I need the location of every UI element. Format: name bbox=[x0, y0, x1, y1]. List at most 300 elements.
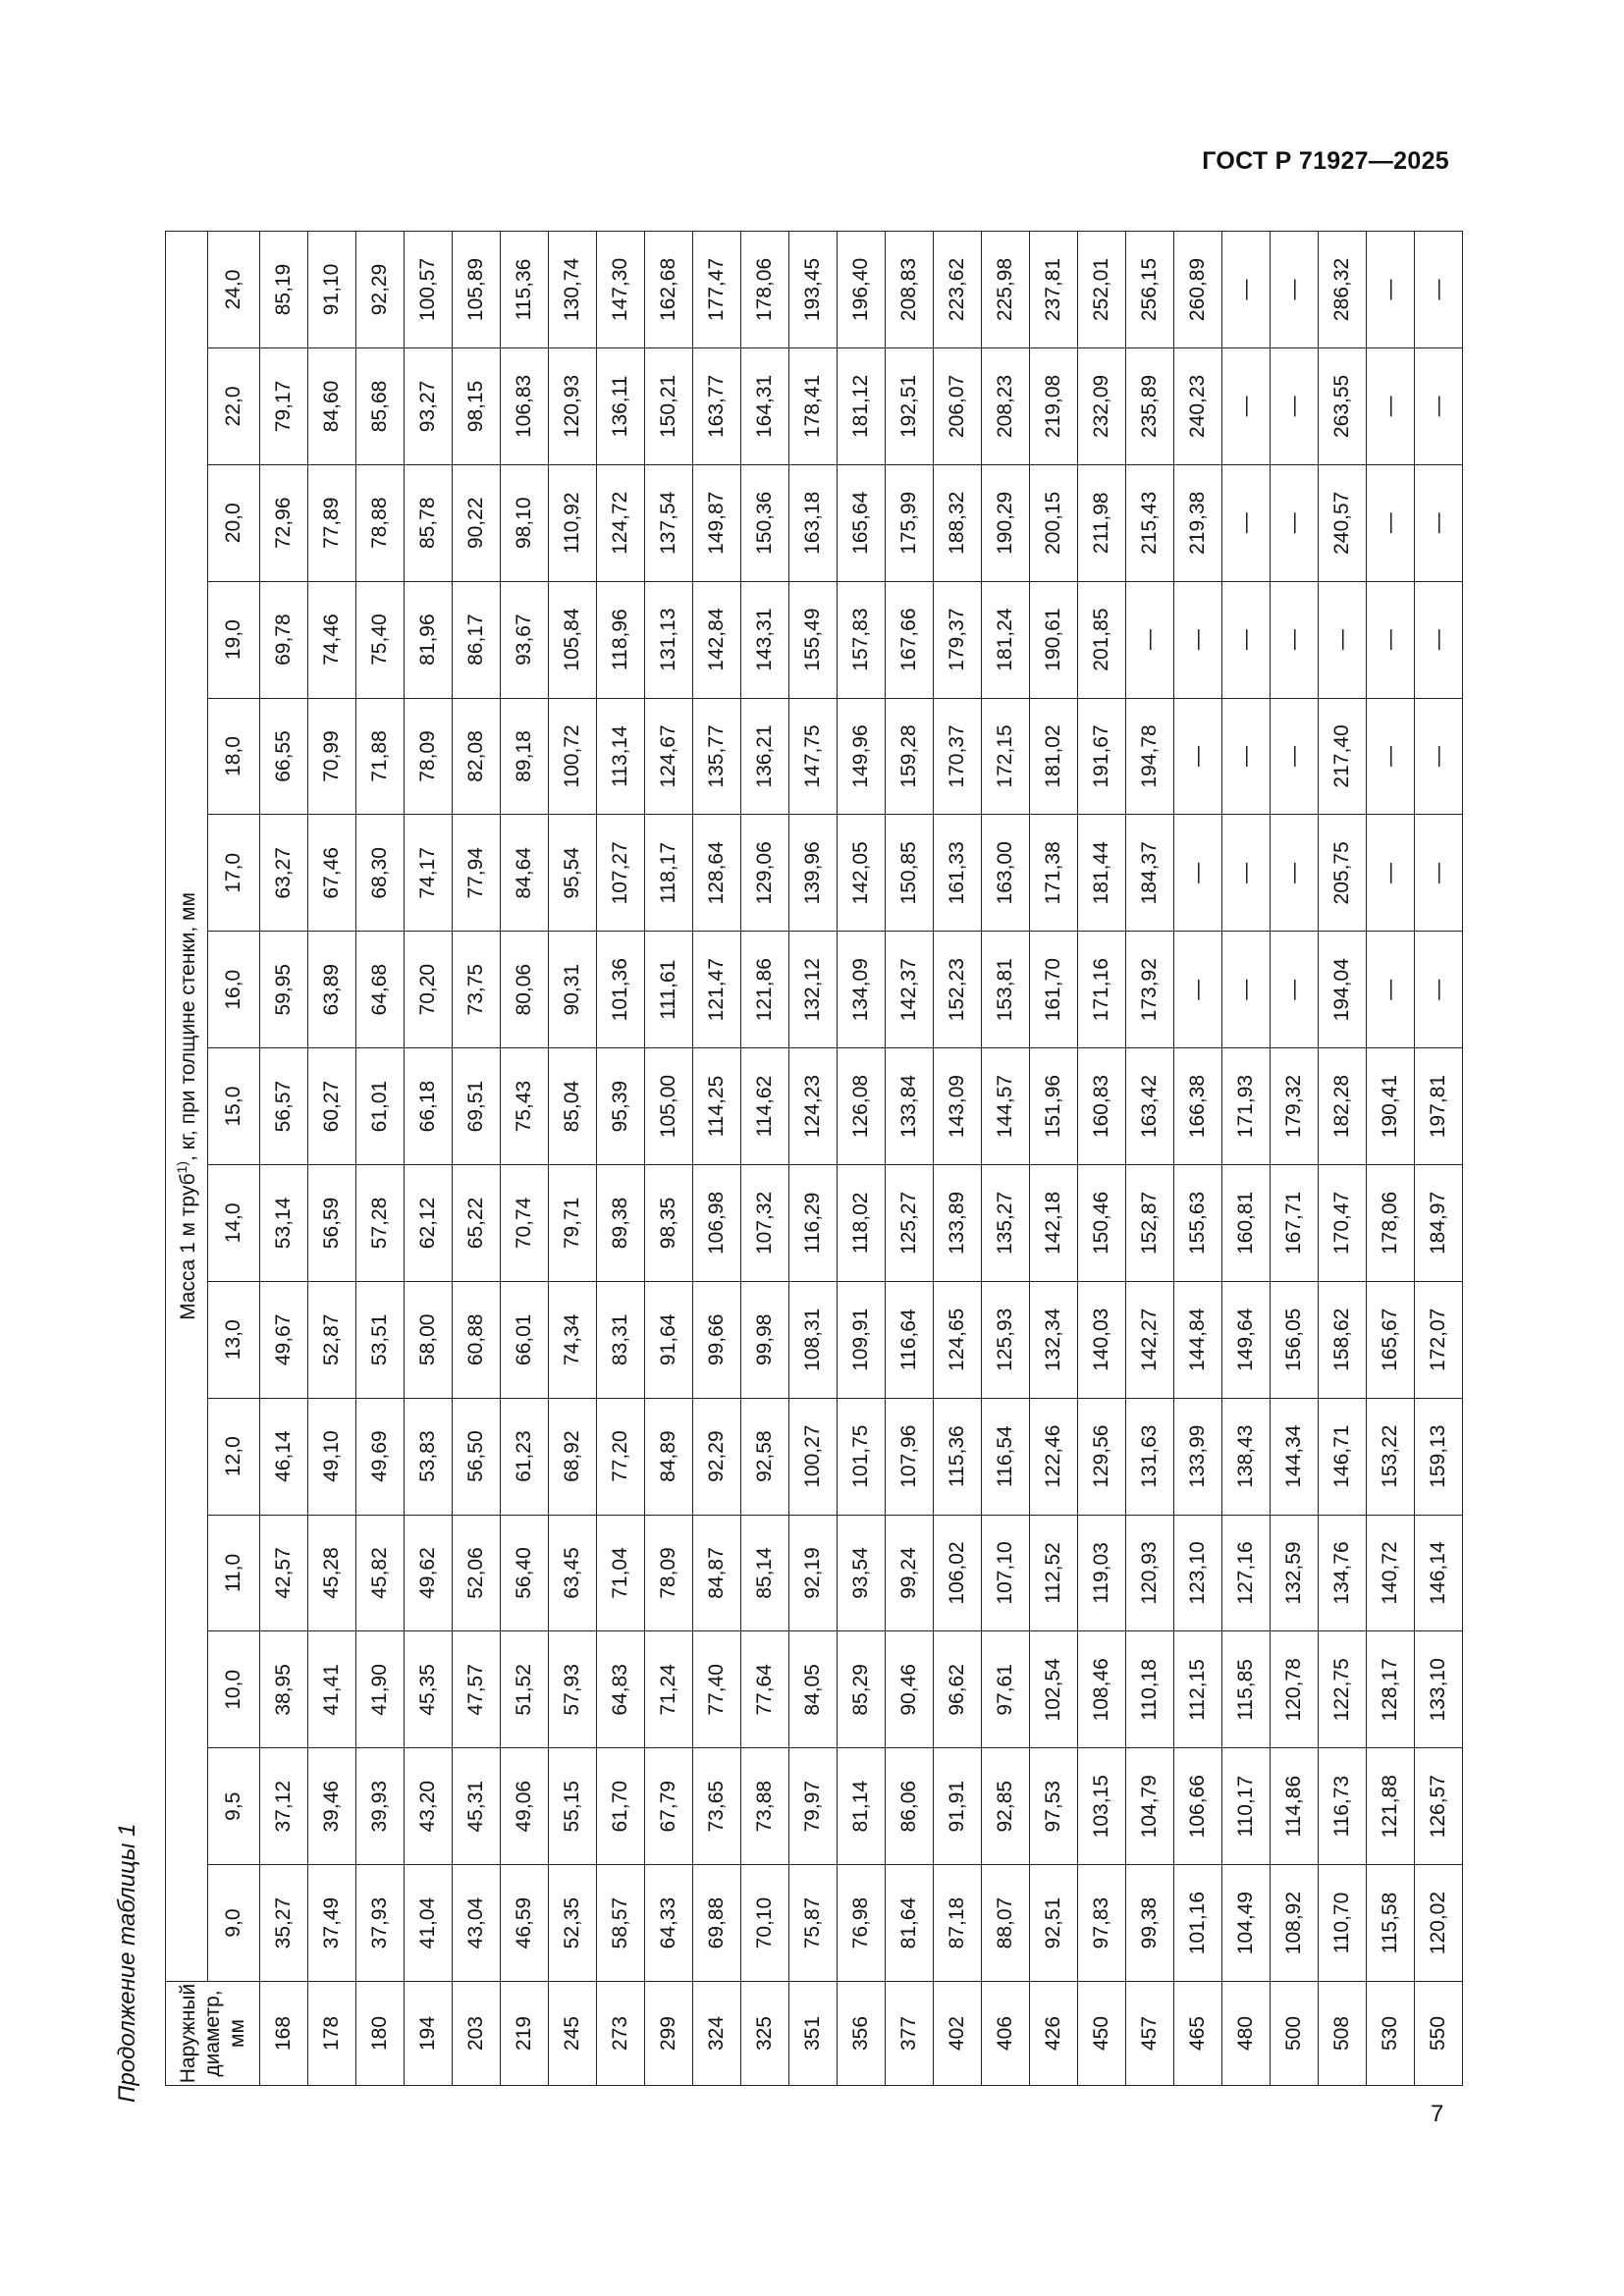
mass-cell: 93,27 bbox=[405, 347, 453, 464]
mass-cell: 142,84 bbox=[693, 581, 741, 698]
mass-cell: 60,27 bbox=[308, 1048, 356, 1165]
mass-cell: 114,86 bbox=[1271, 1748, 1319, 1865]
mass-cell: 43,20 bbox=[405, 1748, 453, 1865]
mass-cell: 118,17 bbox=[645, 815, 693, 932]
mass-cell: 78,09 bbox=[645, 1515, 693, 1631]
mass-cell: 163,42 bbox=[1126, 1048, 1174, 1165]
mass-cell: 150,36 bbox=[741, 464, 789, 581]
mass-cell: — bbox=[1271, 464, 1319, 581]
mass-cell: 70,99 bbox=[308, 698, 356, 815]
mass-cell: 172,07 bbox=[1415, 1281, 1463, 1398]
mass-cell: 92,58 bbox=[741, 1398, 789, 1515]
mass-cell: 92,29 bbox=[356, 232, 405, 348]
mass-cell: 173,92 bbox=[1126, 932, 1174, 1048]
thickness-header: 14,0 bbox=[208, 1164, 260, 1281]
mass-cell: 184,97 bbox=[1415, 1164, 1463, 1281]
mass-cell: 67,79 bbox=[645, 1748, 693, 1865]
mass-cell: 194,04 bbox=[1319, 932, 1367, 1048]
mass-cell: 104,49 bbox=[1222, 1865, 1271, 1982]
table-row bbox=[260, 232, 308, 2086]
mass-cell: 170,37 bbox=[934, 698, 982, 815]
mass-cell: — bbox=[1271, 347, 1319, 464]
mass-cell: 146,71 bbox=[1319, 1398, 1367, 1515]
mass-cell: 155,49 bbox=[789, 581, 838, 698]
mass-cell: 107,27 bbox=[597, 815, 645, 932]
mass-cell: 136,11 bbox=[597, 347, 645, 464]
mass-cell: 58,00 bbox=[405, 1281, 453, 1398]
mass-cell: — bbox=[1222, 347, 1271, 464]
mass-cell: 133,99 bbox=[1174, 1398, 1222, 1515]
mass-cell: 131,63 bbox=[1126, 1398, 1174, 1515]
mass-cell: — bbox=[1222, 581, 1271, 698]
mass-cell: 240,23 bbox=[1174, 347, 1222, 464]
mass-cell: — bbox=[1415, 347, 1463, 464]
mass-cell: 166,38 bbox=[1174, 1048, 1222, 1165]
mass-cell: 101,16 bbox=[1174, 1865, 1222, 1982]
mass-cell: 71,24 bbox=[645, 1631, 693, 1748]
mass-cell: 52,06 bbox=[453, 1515, 501, 1631]
mass-cell: 151,96 bbox=[1030, 1048, 1078, 1165]
mass-header-pre: Масса 1 м труб bbox=[176, 1173, 199, 1320]
mass-cell: 74,17 bbox=[405, 815, 453, 932]
mass-cell: 156,05 bbox=[1271, 1281, 1319, 1398]
mass-cell: 62,12 bbox=[405, 1164, 453, 1281]
mass-cell: 38,95 bbox=[260, 1631, 308, 1748]
mass-cell: 45,82 bbox=[356, 1515, 405, 1631]
mass-cell: 181,24 bbox=[982, 581, 1030, 698]
diameter-cell: 273 bbox=[597, 1982, 645, 2086]
mass-cell: 77,94 bbox=[453, 815, 501, 932]
mass-cell: 71,88 bbox=[356, 698, 405, 815]
mass-cell: 115,36 bbox=[934, 1398, 982, 1515]
mass-cell: 111,61 bbox=[645, 932, 693, 1048]
mass-cell: 135,77 bbox=[693, 698, 741, 815]
thickness-header: 20,0 bbox=[208, 464, 260, 581]
mass-cell: 98,10 bbox=[501, 464, 549, 581]
mass-cell: 128,64 bbox=[693, 815, 741, 932]
mass-cell: 124,72 bbox=[597, 464, 645, 581]
mass-cell: 84,60 bbox=[308, 347, 356, 464]
mass-cell: 157,83 bbox=[838, 581, 886, 698]
mass-cell: 59,95 bbox=[260, 932, 308, 1048]
mass-cell: — bbox=[1271, 232, 1319, 348]
thickness-header: 24,0 bbox=[208, 232, 260, 348]
footnote-ref: 1) bbox=[173, 1160, 189, 1174]
mass-cell: 171,93 bbox=[1222, 1048, 1271, 1165]
diameter-cell: 426 bbox=[1030, 1982, 1078, 2086]
mass-cell: 98,15 bbox=[453, 347, 501, 464]
mass-cell: 120,93 bbox=[1126, 1515, 1174, 1631]
mass-cell: — bbox=[1222, 815, 1271, 932]
diameter-cell: 178 bbox=[308, 1982, 356, 2086]
mass-cell: 58,57 bbox=[597, 1865, 645, 1982]
mass-cell: 49,69 bbox=[356, 1398, 405, 1515]
mass-cell: 124,65 bbox=[934, 1281, 982, 1398]
mass-cell: 45,35 bbox=[405, 1631, 453, 1748]
mass-cell: 188,32 bbox=[934, 464, 982, 581]
mass-cell: 108,31 bbox=[789, 1281, 838, 1398]
mass-cell: 86,17 bbox=[453, 581, 501, 698]
mass-cell: — bbox=[1174, 581, 1222, 698]
table-row bbox=[693, 232, 741, 2086]
table-row bbox=[838, 232, 886, 2086]
mass-cell: 171,16 bbox=[1078, 932, 1126, 1048]
table-row bbox=[1078, 232, 1126, 2086]
mass-cell: 170,47 bbox=[1319, 1164, 1367, 1281]
mass-cell: 164,31 bbox=[741, 347, 789, 464]
mass-cell: 147,30 bbox=[597, 232, 645, 348]
mass-cell: 49,06 bbox=[501, 1748, 549, 1865]
mass-cell: 77,40 bbox=[693, 1631, 741, 1748]
diameter-cell: 500 bbox=[1271, 1982, 1319, 2086]
mass-cell: 84,64 bbox=[501, 815, 549, 932]
diameter-cell: 377 bbox=[886, 1982, 934, 2086]
mass-cell: 99,66 bbox=[693, 1281, 741, 1398]
mass-cell: 95,54 bbox=[549, 815, 597, 932]
mass-cell: 110,92 bbox=[549, 464, 597, 581]
mass-cell: 64,83 bbox=[597, 1631, 645, 1748]
mass-cell: 196,40 bbox=[838, 232, 886, 348]
mass-cell: 53,14 bbox=[260, 1164, 308, 1281]
mass-cell: 85,04 bbox=[549, 1048, 597, 1165]
diameter-cell: 450 bbox=[1078, 1982, 1126, 2086]
mass-cell: — bbox=[1126, 581, 1174, 698]
diameter-cell: 325 bbox=[741, 1982, 789, 2086]
mass-cell: 181,44 bbox=[1078, 815, 1126, 932]
mass-cell: 260,89 bbox=[1174, 232, 1222, 348]
mass-cell: 132,59 bbox=[1271, 1515, 1319, 1631]
mass-cell: 190,61 bbox=[1030, 581, 1078, 698]
mass-cell: 194,78 bbox=[1126, 698, 1174, 815]
mass-cell: 70,74 bbox=[501, 1164, 549, 1281]
mass-cell: 68,92 bbox=[549, 1398, 597, 1515]
mass-cell: 182,28 bbox=[1319, 1048, 1367, 1165]
mass-cell: 252,01 bbox=[1078, 232, 1126, 348]
thickness-header: 19,0 bbox=[208, 581, 260, 698]
mass-cell: 118,02 bbox=[838, 1164, 886, 1281]
mass-cell: 114,62 bbox=[741, 1048, 789, 1165]
mass-cell: 142,05 bbox=[838, 815, 886, 932]
mass-cell: — bbox=[1174, 698, 1222, 815]
mass-cell: 102,54 bbox=[1030, 1631, 1078, 1748]
mass-cell: 130,74 bbox=[549, 232, 597, 348]
diameter-cell: 168 bbox=[260, 1982, 308, 2086]
mass-cell: 108,92 bbox=[1271, 1865, 1319, 1982]
mass-cell: 42,57 bbox=[260, 1515, 308, 1631]
mass-cell: 116,29 bbox=[789, 1164, 838, 1281]
mass-cell: 286,32 bbox=[1319, 232, 1367, 348]
mass-cell: 119,03 bbox=[1078, 1515, 1126, 1631]
mass-cell: 60,88 bbox=[453, 1281, 501, 1398]
table-continuation-caption: Продолжение таблицы 1 bbox=[114, 1823, 140, 2103]
diameter-cell: 356 bbox=[838, 1982, 886, 2086]
mass-cell: 84,89 bbox=[645, 1398, 693, 1515]
mass-cell: 37,93 bbox=[356, 1865, 405, 1982]
mass-cell: 110,70 bbox=[1319, 1865, 1367, 1982]
mass-cell: 67,46 bbox=[308, 815, 356, 932]
mass-cell: 100,57 bbox=[405, 232, 453, 348]
mass-cell: 215,43 bbox=[1126, 464, 1174, 581]
mass-cell: 46,14 bbox=[260, 1398, 308, 1515]
mass-cell: 139,96 bbox=[789, 815, 838, 932]
mass-cell: 167,66 bbox=[886, 581, 934, 698]
mass-cell: 179,37 bbox=[934, 581, 982, 698]
mass-cell: 56,50 bbox=[453, 1398, 501, 1515]
mass-cell: 115,85 bbox=[1222, 1631, 1271, 1748]
mass-cell: 93,54 bbox=[838, 1515, 886, 1631]
mass-cell: 69,51 bbox=[453, 1048, 501, 1165]
mass-cell: 49,62 bbox=[405, 1515, 453, 1631]
mass-cell: 134,09 bbox=[838, 932, 886, 1048]
mass-cell: — bbox=[1222, 932, 1271, 1048]
mass-cell: 83,31 bbox=[597, 1281, 645, 1398]
mass-cell: 149,64 bbox=[1222, 1281, 1271, 1398]
mass-cell: 77,89 bbox=[308, 464, 356, 581]
mass-cell: 91,64 bbox=[645, 1281, 693, 1398]
mass-cell: 223,62 bbox=[934, 232, 982, 348]
mass-cell: 163,77 bbox=[693, 347, 741, 464]
mass-cell: 64,68 bbox=[356, 932, 405, 1048]
mass-cell: 131,13 bbox=[645, 581, 693, 698]
mass-cell: 240,57 bbox=[1319, 464, 1367, 581]
mass-cell: — bbox=[1367, 464, 1415, 581]
mass-cell: 153,22 bbox=[1367, 1398, 1415, 1515]
mass-cell: 57,28 bbox=[356, 1164, 405, 1281]
mass-cell: 162,68 bbox=[645, 232, 693, 348]
mass-cell: 100,27 bbox=[789, 1398, 838, 1515]
mass-cell: 208,83 bbox=[886, 232, 934, 348]
mass-cell: — bbox=[1415, 581, 1463, 698]
thickness-header: 16,0 bbox=[208, 932, 260, 1048]
mass-cell: 99,24 bbox=[886, 1515, 934, 1631]
mass-cell: 181,12 bbox=[838, 347, 886, 464]
mass-cell: 193,45 bbox=[789, 232, 838, 348]
thickness-header: 22,0 bbox=[208, 347, 260, 464]
table-rotated-container bbox=[165, 231, 1449, 2086]
mass-cell: — bbox=[1271, 581, 1319, 698]
mass-cell: 124,23 bbox=[789, 1048, 838, 1165]
mass-cell: — bbox=[1367, 698, 1415, 815]
diameter-cell: 465 bbox=[1174, 1982, 1222, 2086]
diameter-cell: 180 bbox=[356, 1982, 405, 2086]
mass-cell: — bbox=[1415, 932, 1463, 1048]
mass-cell: 90,22 bbox=[453, 464, 501, 581]
mass-cell: 99,38 bbox=[1126, 1865, 1174, 1982]
diameter-column-header: Наружный диаметр, мм bbox=[166, 1982, 260, 2086]
mass-cell: 205,75 bbox=[1319, 815, 1367, 932]
mass-cell: 55,15 bbox=[549, 1748, 597, 1865]
mass-cell: 81,96 bbox=[405, 581, 453, 698]
mass-cell: 37,49 bbox=[308, 1865, 356, 1982]
mass-cell: 217,40 bbox=[1319, 698, 1367, 815]
mass-cell: 105,00 bbox=[645, 1048, 693, 1165]
mass-cell: 135,27 bbox=[982, 1164, 1030, 1281]
mass-cell: 74,46 bbox=[308, 581, 356, 698]
mass-cell: 70,10 bbox=[741, 1865, 789, 1982]
mass-cell: 74,34 bbox=[549, 1281, 597, 1398]
mass-cell: 153,81 bbox=[982, 932, 1030, 1048]
mass-cell: 85,19 bbox=[260, 232, 308, 348]
mass-cell: 71,04 bbox=[597, 1515, 645, 1631]
mass-cell: — bbox=[1319, 581, 1367, 698]
mass-cell: 146,14 bbox=[1415, 1515, 1463, 1631]
diameter-cell: 402 bbox=[934, 1982, 982, 2086]
diameter-cell: 530 bbox=[1367, 1982, 1415, 2086]
mass-cell: 172,15 bbox=[982, 698, 1030, 815]
mass-cell: 77,64 bbox=[741, 1631, 789, 1748]
diameter-cell: 194 bbox=[405, 1982, 453, 2086]
mass-cell: 160,81 bbox=[1222, 1164, 1271, 1281]
mass-cell: 73,65 bbox=[693, 1748, 741, 1865]
table-row bbox=[886, 232, 934, 2086]
mass-cell: 178,06 bbox=[741, 232, 789, 348]
mass-cell: — bbox=[1174, 932, 1222, 1048]
mass-cell: 98,35 bbox=[645, 1164, 693, 1281]
mass-cell: 149,87 bbox=[693, 464, 741, 581]
table-row bbox=[1222, 232, 1271, 2086]
mass-cell: 219,38 bbox=[1174, 464, 1222, 581]
mass-cell: 75,43 bbox=[501, 1048, 549, 1165]
mass-cell: 219,08 bbox=[1030, 347, 1078, 464]
mass-cell: — bbox=[1271, 698, 1319, 815]
mass-cell: 87,18 bbox=[934, 1865, 982, 1982]
diameter-cell: 245 bbox=[549, 1982, 597, 2086]
diameter-cell: 351 bbox=[789, 1982, 838, 2086]
mass-cell: 161,70 bbox=[1030, 932, 1078, 1048]
mass-cell: 89,18 bbox=[501, 698, 549, 815]
mass-cell: 124,67 bbox=[645, 698, 693, 815]
mass-cell: 208,23 bbox=[982, 347, 1030, 464]
thickness-header-row bbox=[208, 232, 260, 2086]
mass-cell: 46,59 bbox=[501, 1865, 549, 1982]
mass-cell: 165,64 bbox=[838, 464, 886, 581]
thickness-header: 18,0 bbox=[208, 698, 260, 815]
mass-cell: 93,67 bbox=[501, 581, 549, 698]
table-row bbox=[453, 232, 501, 2086]
table-row bbox=[1319, 232, 1367, 2086]
mass-cell: 132,34 bbox=[1030, 1281, 1078, 1398]
mass-cell: 101,75 bbox=[838, 1398, 886, 1515]
mass-cell: 175,99 bbox=[886, 464, 934, 581]
mass-cell: 85,14 bbox=[741, 1515, 789, 1631]
mass-cell: 144,34 bbox=[1271, 1398, 1319, 1515]
mass-cell: 110,17 bbox=[1222, 1748, 1271, 1865]
mass-cell: 49,10 bbox=[308, 1398, 356, 1515]
mass-cell: 121,88 bbox=[1367, 1748, 1415, 1865]
mass-cell: 147,75 bbox=[789, 698, 838, 815]
mass-cell: 97,53 bbox=[1030, 1748, 1078, 1865]
mass-cell: 45,28 bbox=[308, 1515, 356, 1631]
mass-cell: 73,75 bbox=[453, 932, 501, 1048]
mass-cell: 91,10 bbox=[308, 232, 356, 348]
diameter-cell: 324 bbox=[693, 1982, 741, 2086]
mass-cell: 53,83 bbox=[405, 1398, 453, 1515]
mass-cell: 65,22 bbox=[453, 1164, 501, 1281]
mass-cell: 95,39 bbox=[597, 1048, 645, 1165]
mass-cell: 56,40 bbox=[501, 1515, 549, 1631]
mass-cell: — bbox=[1367, 581, 1415, 698]
page-number: 7 bbox=[1431, 2101, 1444, 2127]
thickness-header: 12,0 bbox=[208, 1398, 260, 1515]
mass-cell: 143,31 bbox=[741, 581, 789, 698]
mass-cell: 90,31 bbox=[549, 932, 597, 1048]
mass-cell: 118,96 bbox=[597, 581, 645, 698]
mass-cell: 123,10 bbox=[1174, 1515, 1222, 1631]
mass-cell: 160,83 bbox=[1078, 1048, 1126, 1165]
table-row bbox=[405, 232, 453, 2086]
mass-cell: 190,29 bbox=[982, 464, 1030, 581]
mass-cell: 144,84 bbox=[1174, 1281, 1222, 1398]
table-row bbox=[501, 232, 549, 2086]
mass-cell: 159,28 bbox=[886, 698, 934, 815]
mass-cell: 133,89 bbox=[934, 1164, 982, 1281]
mass-cell: — bbox=[1367, 232, 1415, 348]
mass-cell: 263,55 bbox=[1319, 347, 1367, 464]
mass-cell: 106,83 bbox=[501, 347, 549, 464]
mass-cell: 125,27 bbox=[886, 1164, 934, 1281]
mass-header-post: , кг, при толщине стенки, мм bbox=[176, 892, 199, 1161]
mass-cell: 132,12 bbox=[789, 932, 838, 1048]
mass-cell: 115,36 bbox=[501, 232, 549, 348]
mass-cell: — bbox=[1415, 698, 1463, 815]
mass-cell: 105,89 bbox=[453, 232, 501, 348]
table-row bbox=[1415, 232, 1463, 2086]
table-row bbox=[982, 232, 1030, 2086]
mass-cell: 179,32 bbox=[1271, 1048, 1319, 1165]
mass-cell: 90,46 bbox=[886, 1631, 934, 1748]
mass-cell: 100,72 bbox=[549, 698, 597, 815]
mass-cell: 108,46 bbox=[1078, 1631, 1126, 1748]
diameter-cell: 406 bbox=[982, 1982, 1030, 2086]
mass-cell: 79,17 bbox=[260, 347, 308, 464]
mass-cell: 52,87 bbox=[308, 1281, 356, 1398]
mass-cell: 57,93 bbox=[549, 1631, 597, 1748]
mass-cell: 137,54 bbox=[645, 464, 693, 581]
mass-cell: 84,05 bbox=[789, 1631, 838, 1748]
mass-cell: — bbox=[1174, 815, 1222, 932]
table-row bbox=[1367, 232, 1415, 2086]
mass-cell: 76,98 bbox=[838, 1865, 886, 1982]
mass-cell: 85,29 bbox=[838, 1631, 886, 1748]
mass-cell: 116,64 bbox=[886, 1281, 934, 1398]
mass-cell: 149,96 bbox=[838, 698, 886, 815]
mass-cell: 125,93 bbox=[982, 1281, 1030, 1398]
mass-cell: 126,57 bbox=[1415, 1748, 1463, 1865]
mass-cell: 63,27 bbox=[260, 815, 308, 932]
thickness-header: 11,0 bbox=[208, 1515, 260, 1631]
mass-cell: 161,33 bbox=[934, 815, 982, 932]
table-row bbox=[597, 232, 645, 2086]
mass-cell: 109,91 bbox=[838, 1281, 886, 1398]
mass-cell: 86,06 bbox=[886, 1748, 934, 1865]
mass-cell: 39,46 bbox=[308, 1748, 356, 1865]
mass-cell: — bbox=[1415, 232, 1463, 348]
mass-cell: 82,08 bbox=[453, 698, 501, 815]
mass-cell: 80,06 bbox=[501, 932, 549, 1048]
mass-cell: 56,59 bbox=[308, 1164, 356, 1281]
mass-cell: 140,03 bbox=[1078, 1281, 1126, 1398]
mass-cell: 107,10 bbox=[982, 1515, 1030, 1631]
mass-cell: 47,57 bbox=[453, 1631, 501, 1748]
mass-cell: 77,20 bbox=[597, 1398, 645, 1515]
diameter-cell: 457 bbox=[1126, 1982, 1174, 2086]
mass-super-header bbox=[166, 232, 208, 1982]
mass-cell: 92,85 bbox=[982, 1748, 1030, 1865]
mass-cell: 232,09 bbox=[1078, 347, 1126, 464]
mass-cell: — bbox=[1367, 815, 1415, 932]
mass-cell: 63,45 bbox=[549, 1515, 597, 1631]
mass-cell: 69,88 bbox=[693, 1865, 741, 1982]
